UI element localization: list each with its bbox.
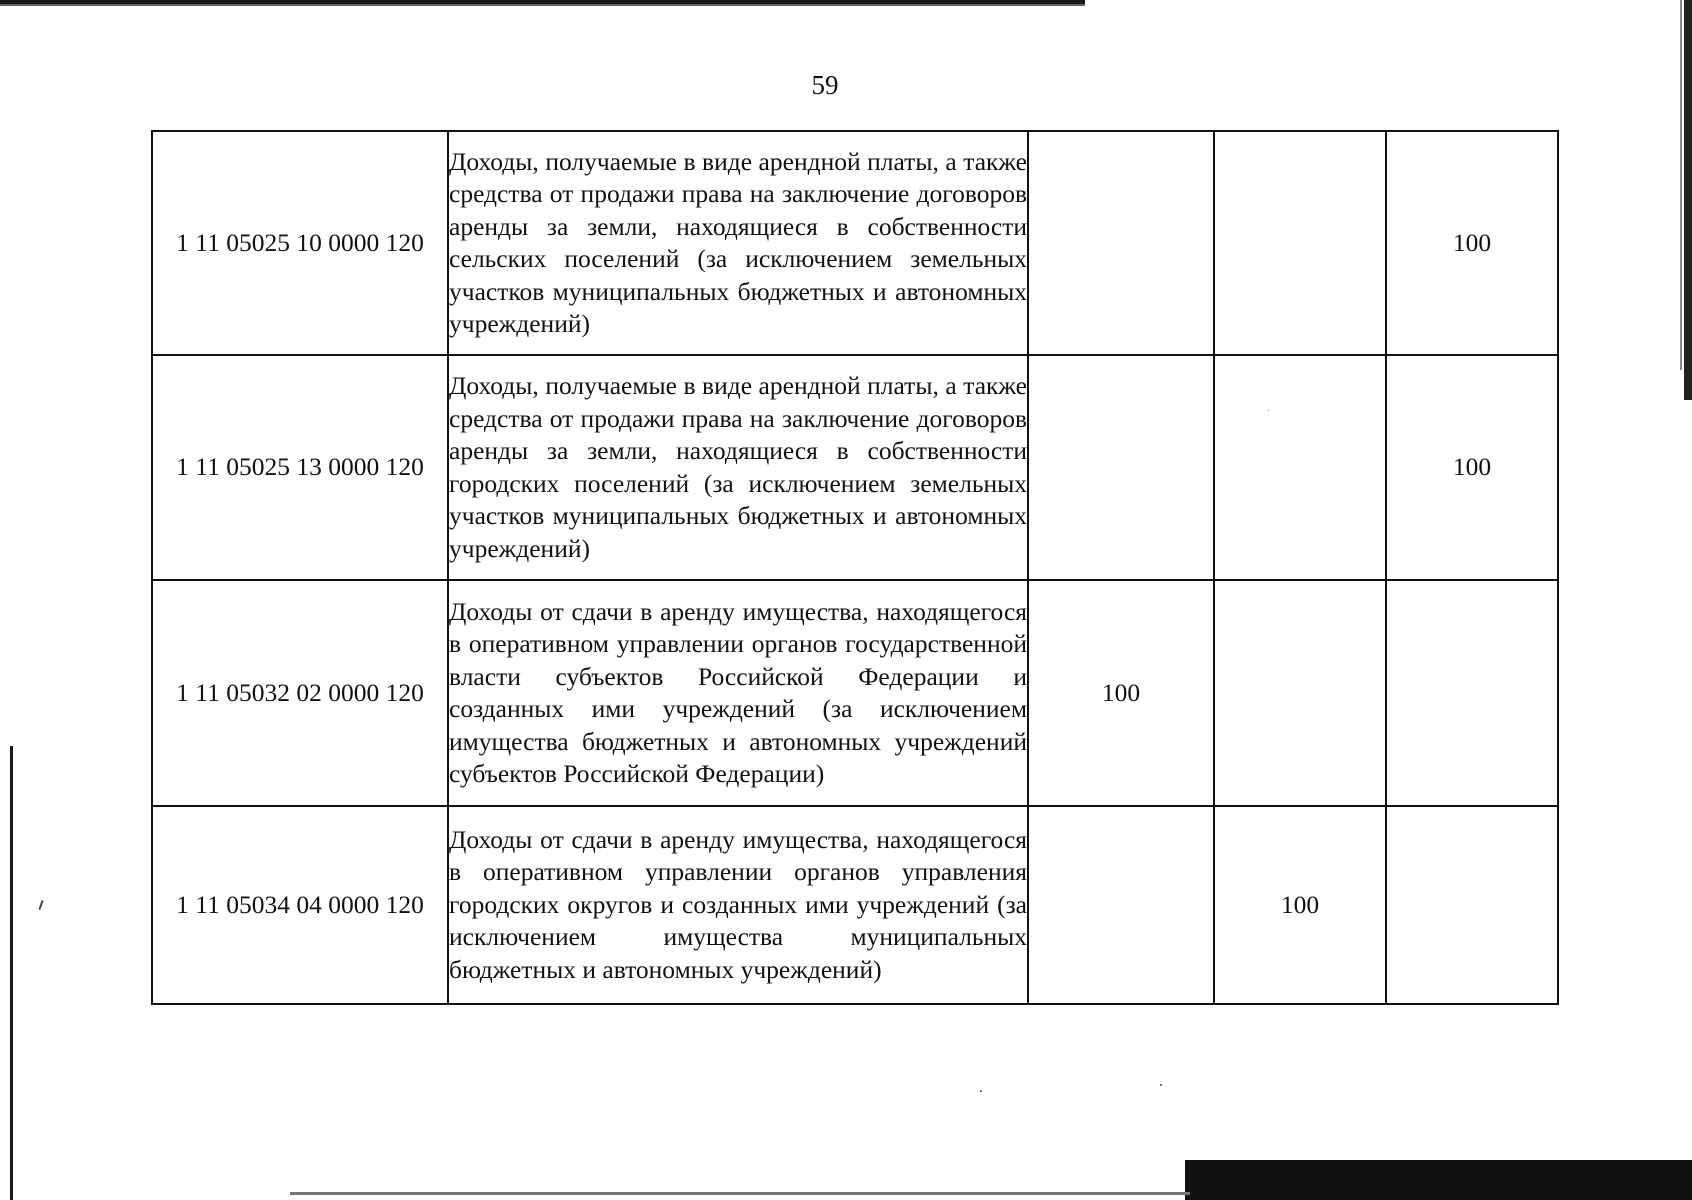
share-cell-col3: [1028, 806, 1214, 1004]
share-cell-col4: [1214, 131, 1386, 355]
share-cell-col3: [1028, 355, 1214, 580]
share-cell-col4: [1214, 580, 1386, 806]
page-number: 59: [811, 70, 839, 100]
scan-speck: [1160, 1084, 1162, 1086]
share-cell-col4: 100: [1214, 806, 1386, 1004]
scan-edge-right: [1684, 0, 1692, 400]
table-row: [152, 355, 1558, 580]
share-cell-col5: 100: [1386, 131, 1558, 355]
scan-edge-bottom: [1185, 1160, 1692, 1200]
scan-edge-bottom-thin: [290, 1192, 1190, 1195]
table-row: [152, 131, 1558, 355]
revenue-description-cell: Доходы, получаемые в виде арендной платы, а также средства от продажи права на заключение договоров аренды за земли, находящиеся в собственности сельских поселений (за исключением земельных участков муниципальных бюджетных и автономных учреждений): [448, 131, 1028, 355]
revenue-code-cell: 1 11 05025 13 0000 120: [152, 355, 448, 580]
share-cell-col5: [1386, 806, 1558, 1004]
revenue-code-cell: 1 11 05032 02 0000 120: [152, 580, 448, 806]
revenue-description-cell: Доходы от сдачи в аренду имущества, находящегося в оперативном управлении органов государственной власти субъектов Российской Федерации и созданных ими учреждений (за исключением имущества бюджетных и автономных учреждений субъектов Российской Федерации): [448, 580, 1028, 806]
revenue-description-cell: Доходы от сдачи в аренду имущества, находящегося в оперативном управлении органов управления городских округов и созданных ими учреждений (за исключением имущества муниципальных бюджетных и автономных учреждений): [448, 806, 1028, 1004]
revenue-code-cell: 1 11 05034 04 0000 120: [152, 806, 448, 1004]
scan-edge-right-thin: [1680, 0, 1682, 370]
share-cell-col5: 100: [1386, 355, 1558, 580]
scan-speck: [980, 1090, 982, 1092]
revenue-description-cell: Доходы, получаемые в виде арендной платы, а также средства от продажи права на заключение договоров аренды за земли, находящиеся в собственности городских поселений (за исключением земельных участков муниципальных бюджетных и автономных учреждений): [448, 355, 1028, 580]
scan-edge-top-thin: [0, 4, 1085, 6]
scan-edge-left: [10, 746, 13, 1200]
table-row: [152, 806, 1558, 1004]
share-cell-col3: 100: [1028, 580, 1214, 806]
share-cell-col4: [1214, 355, 1386, 580]
scan-speck: [38, 900, 43, 910]
revenue-code-cell: 1 11 05025 10 0000 120: [152, 131, 448, 355]
table-row: [152, 580, 1558, 806]
budget-revenue-table: [151, 130, 1559, 1005]
share-cell-col5: [1386, 580, 1558, 806]
share-cell-col3: [1028, 131, 1214, 355]
